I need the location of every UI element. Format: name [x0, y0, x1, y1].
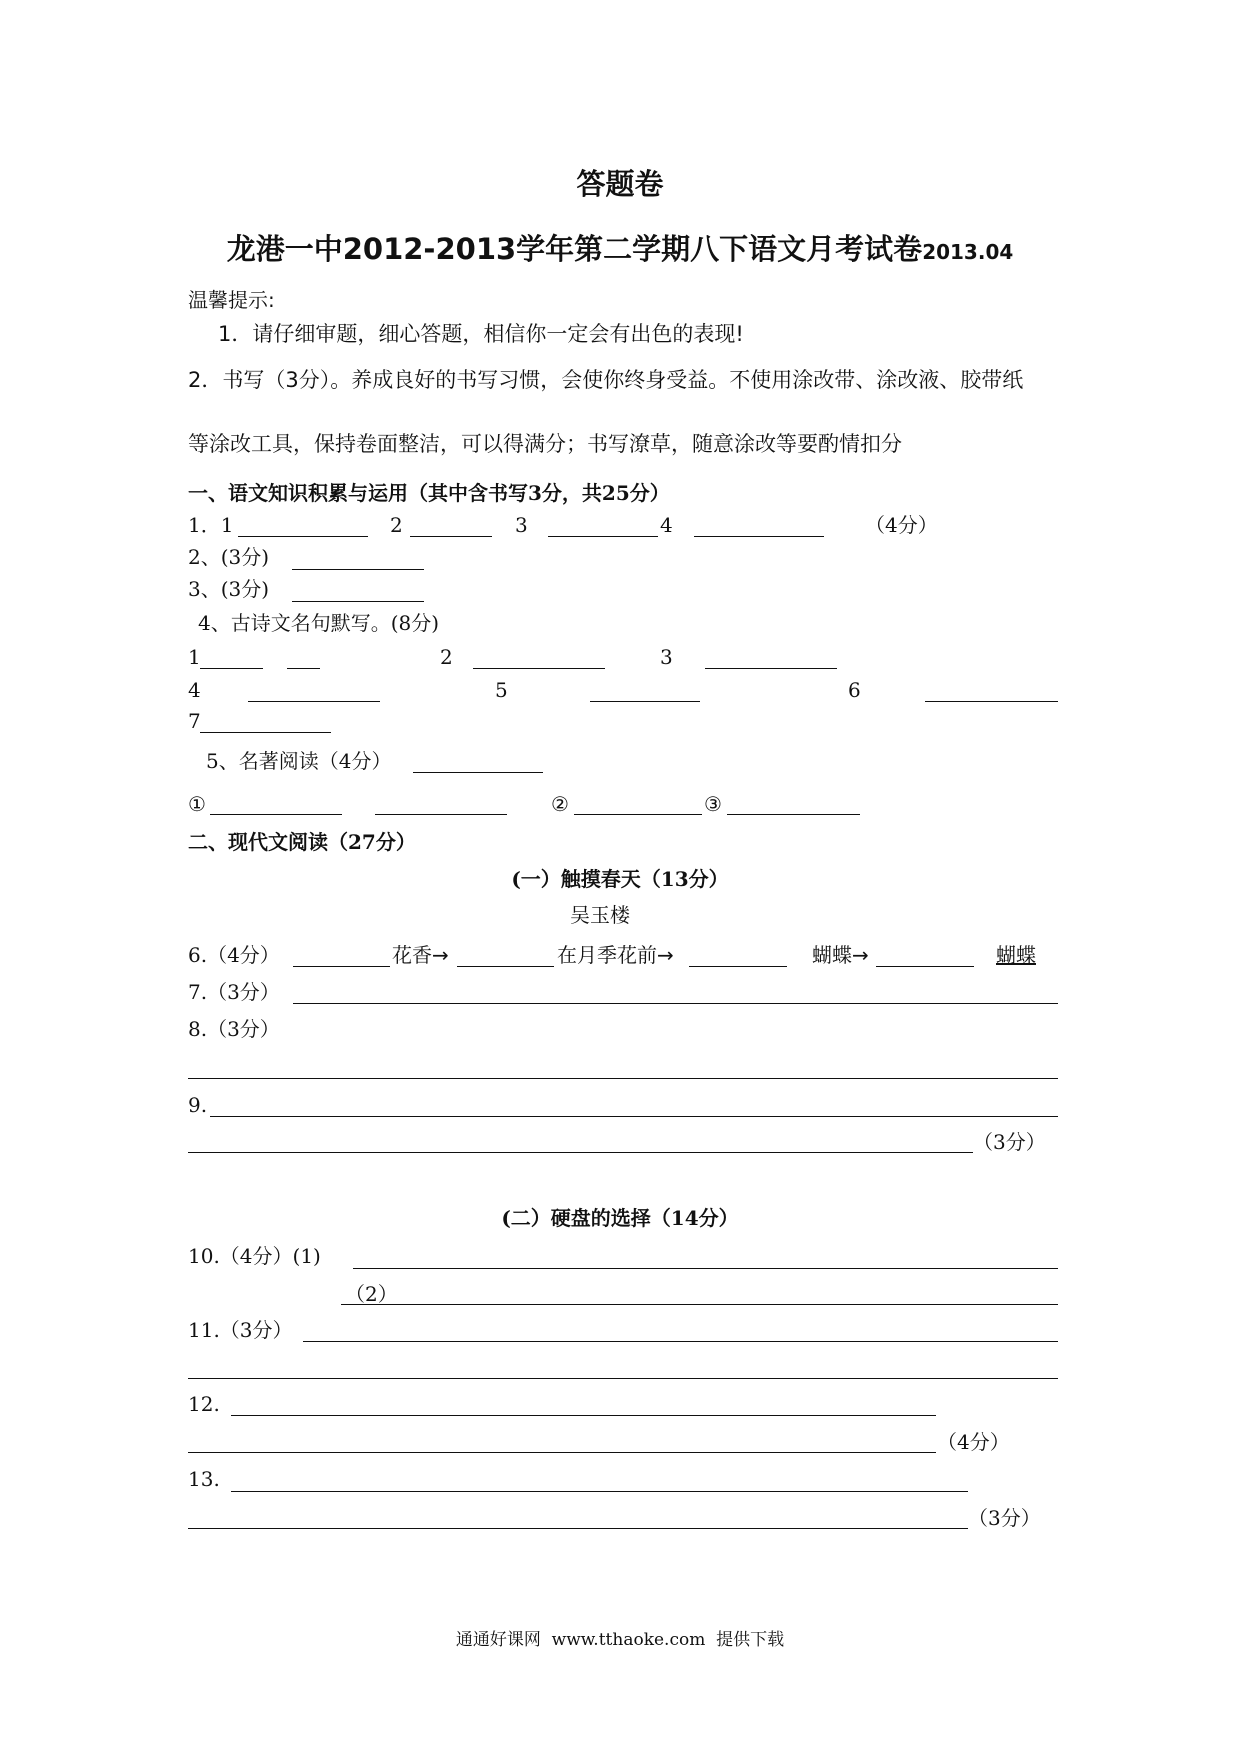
q5-blank-main[interactable]	[413, 772, 543, 773]
q9-blank-1[interactable]	[210, 1116, 1058, 1117]
part1-author: 吴玉楼	[570, 903, 630, 927]
q13-blank-2[interactable]	[188, 1528, 968, 1529]
q4-num-3: 3	[660, 645, 673, 669]
q5-blank-3[interactable]	[727, 814, 860, 815]
q1-num-2: 2	[390, 513, 403, 537]
exam-date: 2013.04	[922, 240, 1014, 264]
tips-line-1: 1．请仔细审题，细心答题，相信你一定会有出色的表现!	[218, 322, 744, 346]
q9-score: （3分）	[973, 1130, 1046, 1154]
part1-title: (一）触摸春天（13分）	[511, 867, 729, 891]
q10-label: 10.（4分）(1)	[188, 1244, 321, 1268]
q4-num-5: 5	[495, 678, 508, 702]
q4-blank-6[interactable]	[925, 701, 1058, 702]
q4-num-6: 6	[848, 678, 861, 702]
q1-num-3: 3	[515, 513, 528, 537]
section1-heading: 一、语文知识积累与运用（其中含书写3分，共25分）	[188, 481, 670, 505]
q2-blank[interactable]	[292, 569, 424, 570]
q5-circle-2: ②	[551, 792, 569, 816]
q8-label: 8.（3分）	[188, 1017, 280, 1041]
footer-text: 通通好课网 www.tthaoke.com 提供下载	[455, 1630, 785, 1650]
q5-blank-1b[interactable]	[375, 814, 507, 815]
q1-blank-2[interactable]	[410, 536, 492, 537]
exam-title	[0, 232, 1240, 269]
q11-blank-2[interactable]	[188, 1378, 1058, 1379]
q1-num-4: 4	[660, 513, 673, 537]
q5-circle-1: ①	[188, 792, 206, 816]
q3-label: 3、(3分)	[188, 577, 270, 601]
q10-blank-1[interactable]	[353, 1268, 1058, 1269]
q4-num-2: 2	[440, 645, 453, 669]
q13-blank-1[interactable]	[231, 1491, 968, 1492]
q12-label: 12.	[188, 1392, 220, 1416]
q6-blank-2[interactable]	[457, 966, 554, 967]
page-title: 答题卷	[576, 167, 664, 201]
section2-heading: 二、现代文阅读（27分）	[188, 830, 416, 854]
q1-blank-3[interactable]	[548, 536, 658, 537]
q6-word-1: 花香→	[392, 943, 449, 967]
q9-blank-2[interactable]	[188, 1152, 973, 1153]
q4-num-4: 4	[188, 678, 201, 702]
q4-blank-3[interactable]	[705, 668, 837, 669]
q1-score: （4分）	[865, 513, 938, 537]
q4-blank-2[interactable]	[473, 668, 605, 669]
q3-blank[interactable]	[292, 601, 424, 602]
q1-label: 1．1	[188, 513, 234, 537]
q5-blank-1a[interactable]	[210, 814, 342, 815]
q11-blank-1[interactable]	[303, 1341, 1058, 1342]
q5-circle-3: ③	[704, 792, 722, 816]
q6-blank-1[interactable]	[293, 966, 390, 967]
q4-blank-1a[interactable]	[200, 668, 263, 669]
exam-title-text: 龙港一中2012-2013学年第二学期八下语文月考试卷	[226, 232, 923, 266]
q6-blank-3[interactable]	[689, 966, 787, 967]
part2-title: (二）硬盘的选择（14分）	[501, 1206, 739, 1230]
q4-blank-4[interactable]	[248, 701, 380, 702]
q1-blank-4[interactable]	[694, 536, 824, 537]
q13-label: 13.	[188, 1467, 220, 1491]
q4-blank-5[interactable]	[590, 701, 700, 702]
q6-word-4: 蝴蝶	[996, 943, 1036, 967]
q6-label: 6.（4分）	[188, 943, 280, 967]
q4-num-7: 7	[188, 709, 201, 733]
q7-label: 7.（3分）	[188, 980, 280, 1004]
q4-blank-7[interactable]	[200, 732, 331, 733]
q5-label: 5、名著阅读（4分）	[206, 749, 392, 773]
q7-blank[interactable]	[293, 1003, 1058, 1004]
q1-blank-1[interactable]	[238, 536, 368, 537]
q10-sub-2: （2）	[345, 1282, 398, 1306]
q12-score: （4分）	[937, 1430, 1010, 1454]
q6-blank-4[interactable]	[876, 966, 974, 967]
q4-num-1: 1	[188, 645, 201, 669]
q10-blank-2[interactable]	[341, 1304, 1058, 1305]
q13-score: （3分）	[968, 1506, 1041, 1530]
q11-label: 11.（3分）	[188, 1318, 293, 1342]
tips-line-2: 2．书写（3分）。养成良好的书写习惯，会使你终身受益。不使用涂改带、涂改液、胶带纸	[188, 368, 1024, 392]
q6-word-2: 在月季花前→	[557, 943, 674, 967]
tips-line-3: 等涂改工具，保持卷面整洁，可以得满分；书写潦草，随意涂改等要酌情扣分	[188, 432, 902, 456]
q5-blank-2[interactable]	[574, 814, 702, 815]
tips-label: 温馨提示:	[188, 288, 275, 312]
q9-label: 9.	[188, 1093, 208, 1117]
q4-label: 4、古诗文名句默写。(8分)	[198, 611, 440, 635]
q8-blank[interactable]	[188, 1078, 1058, 1079]
q6-word-3: 蝴蝶→	[812, 943, 869, 967]
q12-blank-1[interactable]	[231, 1415, 936, 1416]
q4-blank-1b[interactable]	[287, 668, 320, 669]
q2-label: 2、(3分)	[188, 545, 270, 569]
q12-blank-2[interactable]	[188, 1452, 936, 1453]
